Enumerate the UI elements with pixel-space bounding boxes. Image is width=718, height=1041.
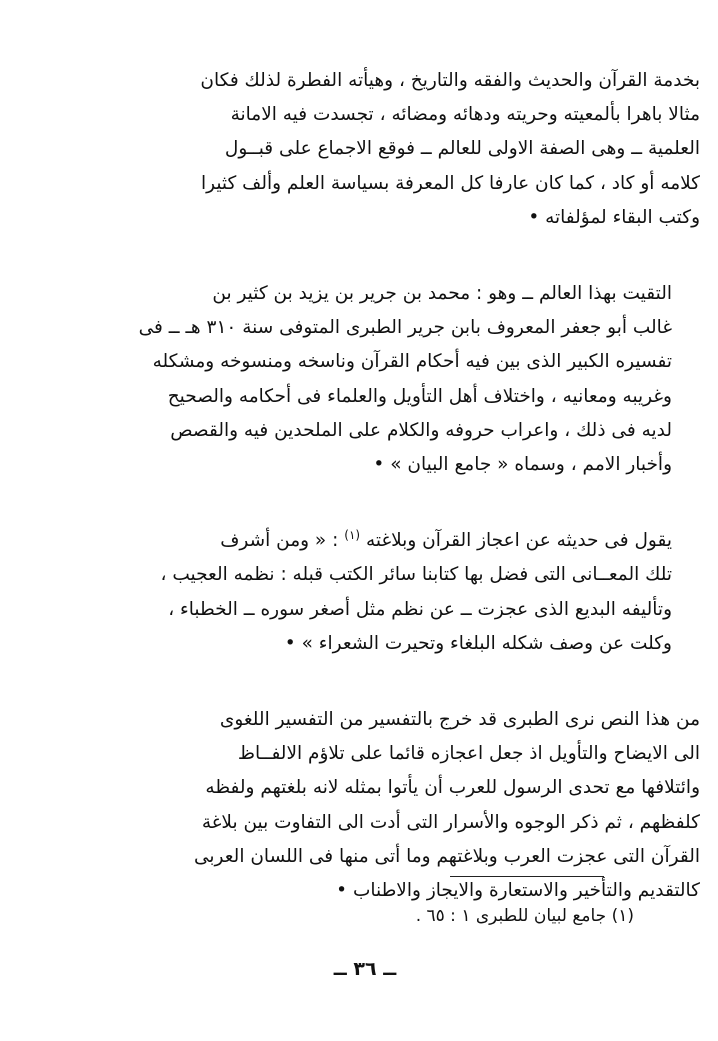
footnote-separator: [450, 876, 604, 877]
text-line: من هذا النص نرى الطبرى قد خرج بالتفسير من التفسير اللغوى: [219, 709, 700, 731]
text-line: العلمية ــ وهى الصفة الاولى للعالم ــ فوقع الاجماع على قبــول: [224, 138, 700, 160]
text-line: وكلت عن وصف شكله البلغاء وتحيرت الشعراء » •: [284, 632, 672, 654]
text-line: تفسيره الكبير الذى بين فيه أحكام القرآن وناسخه ومنسوخه ومشكله: [152, 351, 672, 373]
text-line: بخدمة القرآن والحديث والفقه والتاريخ ، وهيأته الفطرة لذلك فكان: [200, 70, 700, 91]
text-line: كلامه أو كاد ، كما كان عارفا كل المعرفة بسياسة العلم وألف كثيرا: [200, 172, 700, 194]
paragraph-4: [94, 703, 700, 908]
text-line: مثالا باهرا بألمعيته وحريته ودهائه ومضائه ، تجسدت فيه الامانة: [230, 104, 700, 126]
text-line: وأخبار الامم ، وسماه « جامع البيان » •: [373, 454, 672, 476]
text-line: الى الايضاح والتأويل اذ جعل اعجازه قائما على تلاؤم الالفــاظ: [237, 743, 700, 765]
footnote: (١) جامع لبيان للطبرى ١ : ٦٥ .: [415, 906, 634, 926]
text-line: وائتلافها مع تحدى الرسول للعرب أن يأتوا بمثله لانه بلغتهم ولفظه: [205, 777, 700, 799]
text-line: لديه فى ذلك ، واعراب حروفه والكلام على الملحدين فيه والقصص: [170, 419, 672, 441]
text-segment: : « ومن أشرف: [220, 530, 339, 552]
text-line: تلك المعــانى التى فضل بها كتابنا سائر الكتب قبله : نظمه العجيب ،: [160, 564, 672, 586]
text-line: وكتب البقاء لمؤلفاته •: [528, 206, 700, 228]
text-line: كالتقديم والتأخير والاستعارة والايجاز والاطناب •: [336, 880, 700, 902]
paragraph-3: [94, 524, 700, 661]
page-body: [94, 64, 700, 908]
page-number: ــ ٣٦ ــ: [333, 958, 397, 980]
text-segment: يقول فى حديثه عن اعجاز القرآن وبلاغته: [365, 530, 672, 552]
text-line: وتأليفه البديع الذى عجزت ــ عن نظم مثل أصغر سوره ــ الخطباء ،: [168, 598, 672, 620]
text-line: وغريبه ومعانيه ، واختلاف أهل التأويل والعلماء فى أحكامه والصحيح: [167, 385, 672, 407]
text-line-with-footnote: [94, 524, 700, 558]
text-line: القرآن التى عجزت العرب وبلاغتهم وما أتى منها فى اللسان العربى: [193, 845, 700, 867]
text-line: غالب أبو جعفر المعروف بابن جرير الطبرى المتوفى سنة ٣١٠ هـ ــ فى: [138, 317, 672, 339]
paragraph-1: [94, 64, 700, 235]
footnote-reference: (١): [344, 528, 361, 543]
paragraph-2: [94, 277, 700, 482]
text-line: كلفظهم ، ثم ذكر الوجوه والأسرار التى أدت الى التفاوت بين بلاغة: [201, 811, 700, 833]
text-line: التقيت بهذا العالم ــ وهو : محمد بن جرير بن يزيد بن كثير بن: [212, 283, 672, 305]
